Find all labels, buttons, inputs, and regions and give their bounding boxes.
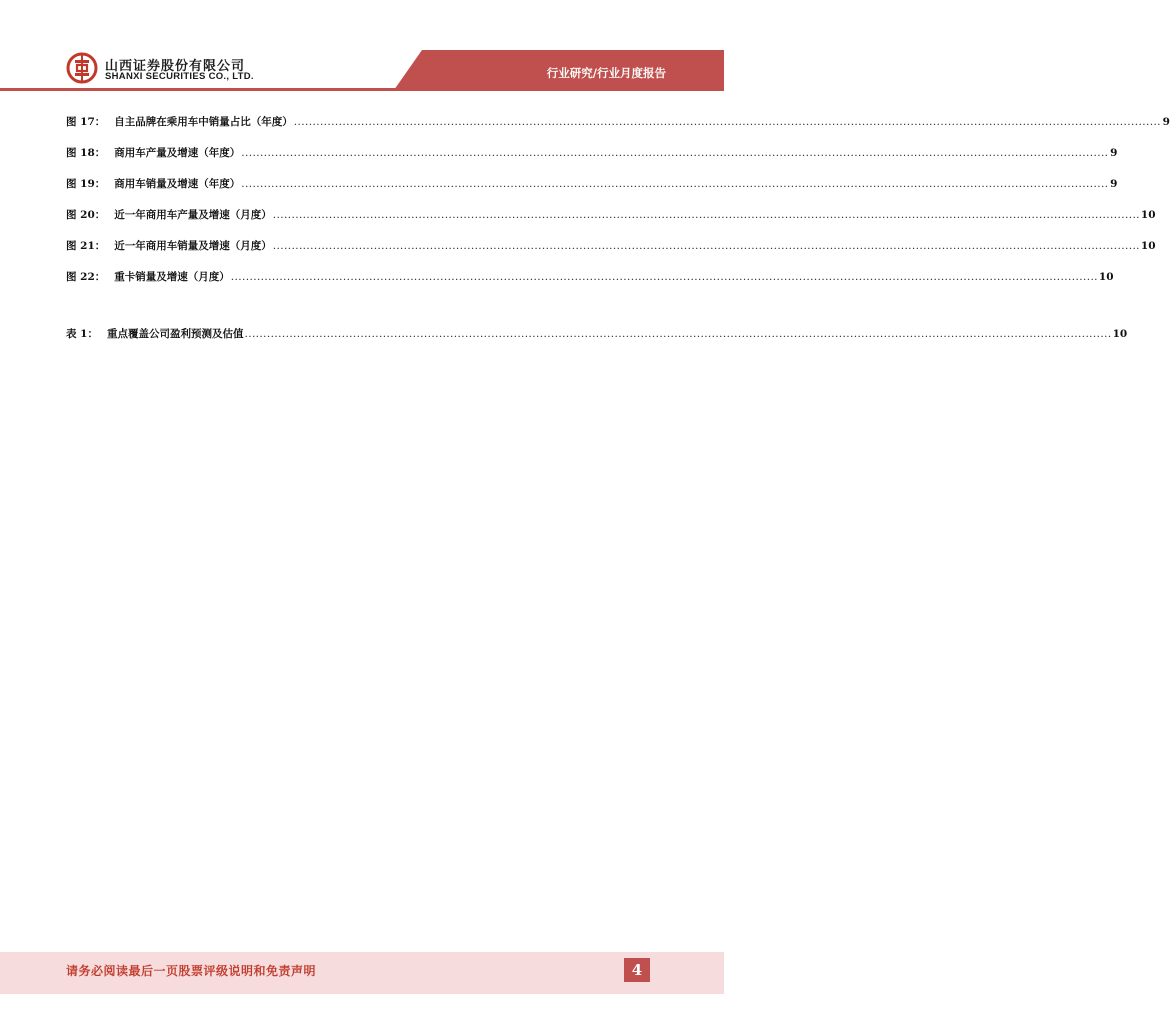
toc-leader-dots: ........................................................................................................................................................................................................................................ — [244, 328, 1112, 340]
toc-entry-page: 9 — [1110, 147, 1118, 159]
toc-entry-page: 9 — [1162, 116, 1170, 128]
toc-entry-number: 图 18： — [66, 147, 106, 159]
shanxi-securities-logo-icon — [66, 52, 98, 84]
toc-entry-number: 图 17： — [66, 116, 106, 128]
toc-entry-figure-20[interactable] — [66, 207, 1156, 238]
toc-entry-title: 近一年商用车销量及增速（月度） — [114, 240, 272, 252]
toc-entry-number: 图 20： — [66, 209, 106, 221]
toc-leader-dots: ........................................................................................................................................................................................................................................ — [272, 240, 1140, 252]
toc-leader-dots: ........................................................................................................................................................................................................................................ — [241, 178, 1109, 190]
toc-entry-number: 图 22： — [66, 271, 106, 283]
toc-entry-figure-19[interactable] — [66, 176, 1118, 207]
toc-leader-dots: ........................................................................................................................................................................................................................................ — [272, 209, 1140, 221]
toc-entry-page: 10 — [1140, 240, 1156, 252]
toc-leader-dots: ........................................................................................................................................................................................................................................ — [241, 147, 1109, 159]
toc-entry-page: 10 — [1098, 271, 1114, 283]
toc-section-gap — [66, 300, 658, 326]
company-name-cn: 山西证券股份有限公司 — [105, 59, 246, 74]
header-divider — [0, 88, 724, 91]
page-header — [0, 0, 724, 92]
toc-entry-page: 9 — [1110, 178, 1118, 190]
toc-entry-number: 图 21： — [66, 240, 106, 252]
toc-entry-page: 10 — [1112, 328, 1128, 340]
company-name-en: SHANXI SECURITIES CO., LTD. — [105, 71, 254, 82]
table-of-contents — [66, 114, 1170, 357]
toc-entry-table-1[interactable] — [66, 326, 1128, 357]
toc-entry-title: 近一年商用车产量及增速（月度） — [114, 209, 272, 221]
toc-entry-figure-18[interactable] — [66, 145, 1118, 176]
toc-entry-figure-22[interactable] — [66, 269, 1114, 300]
toc-entry-figure-21[interactable] — [66, 238, 1156, 269]
toc-entry-number: 表 1： — [66, 328, 98, 340]
toc-entry-title: 商用车产量及增速（年度） — [114, 147, 241, 159]
toc-entry-page: 10 — [1140, 209, 1156, 221]
page-number: 4 — [624, 958, 650, 982]
toc-leader-dots: ........................................................................................................................................................................................................................................ — [230, 271, 1098, 283]
report-type-label: 行业研究/行业月度报告 — [546, 66, 666, 80]
toc-entry-title: 重点覆盖公司盈利预测及估值 — [106, 328, 244, 340]
toc-leader-dots: ........................................................................................................................................................................................................................................ — [293, 116, 1161, 128]
toc-entry-title: 商用车销量及增速（年度） — [114, 178, 241, 190]
toc-entry-figure-17[interactable] — [66, 114, 1170, 145]
toc-entry-title: 重卡销量及增速（月度） — [114, 271, 230, 283]
disclaimer-notice: 请务必阅读最后一页股票评级说明和免责声明 — [66, 964, 317, 978]
toc-entry-number: 图 19： — [66, 178, 106, 190]
toc-entry-title: 自主品牌在乘用车中销量占比（年度） — [114, 116, 293, 128]
